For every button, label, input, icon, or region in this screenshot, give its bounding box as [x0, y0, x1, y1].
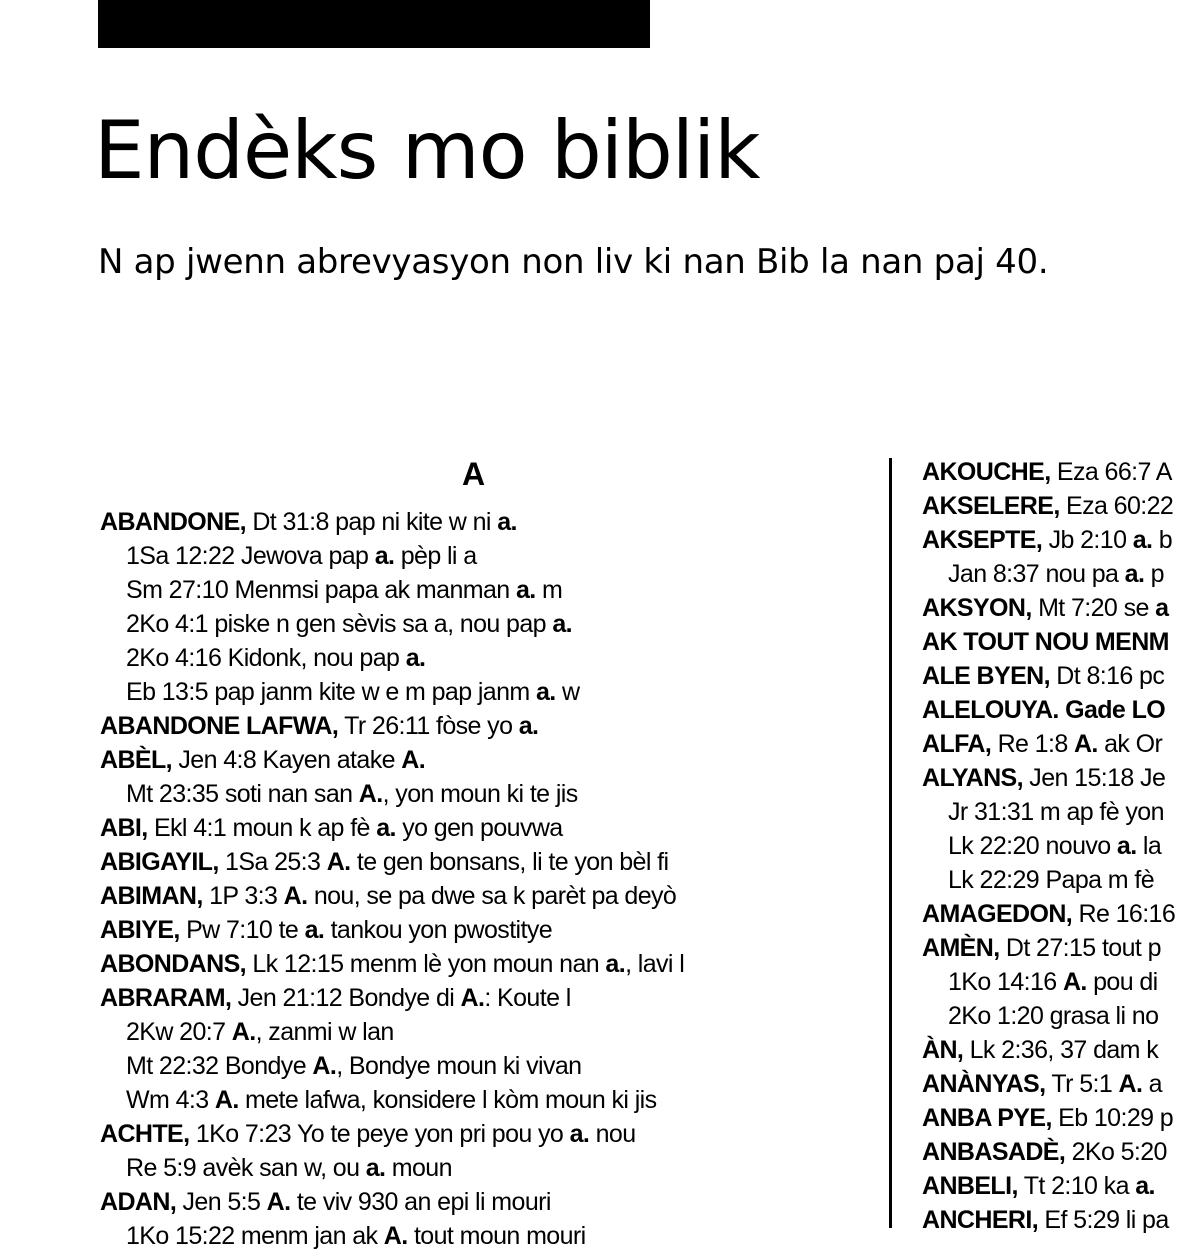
- entry-text: 1P 3:3: [202, 882, 284, 910]
- entry-text: w: [555, 678, 580, 706]
- entry-keyword: a.: [605, 950, 626, 978]
- entry-keyword: ABANDONE LAFWA,: [100, 712, 339, 740]
- entry-keyword: ANBELI,: [922, 1172, 1018, 1200]
- entry-text: tankou yon pwostitye: [324, 916, 553, 944]
- entry-text: b: [1152, 526, 1173, 554]
- entry-text: mete lafwa, konsidere l kòm moun ki jis: [238, 1086, 657, 1114]
- entry-keyword: ALE BYEN,: [922, 662, 1050, 690]
- index-entry: [922, 1135, 1200, 1169]
- entry-text: , zanmi w lan: [255, 1018, 394, 1046]
- entry-text: , Bondye moun ki vivan: [336, 1052, 582, 1080]
- entry-text: m: [535, 576, 563, 604]
- entry-text: 2Ko 5:20: [1065, 1138, 1167, 1166]
- index-entry: [922, 659, 1200, 693]
- entry-text: Jb 2:10: [1042, 526, 1133, 554]
- entry-keyword: ABONDANS,: [100, 950, 246, 978]
- entry-text: Jen 21:12 Bondye di: [231, 984, 461, 1012]
- entry-text: Tr 26:11 fòse yo: [338, 712, 519, 740]
- entry-text: Eb 10:29 p: [1051, 1104, 1174, 1132]
- section-letter-heading: A: [462, 456, 486, 492]
- entry-text: Jen 4:8 Kayen atake: [172, 746, 402, 774]
- index-subentry: [922, 965, 1200, 999]
- entry-keyword: ANBASADÈ,: [922, 1138, 1066, 1166]
- entry-keyword: a.: [515, 576, 536, 604]
- entry-text: Sm 27:10 Menmsi papa ak manman: [126, 576, 516, 604]
- entry-text: ak Or: [1097, 730, 1163, 758]
- entry-text: Jen 5:5: [176, 1188, 267, 1216]
- page-subtitle: N ap jwenn abrevyasyon non liv ki nan Bib la nan paj 40.: [98, 242, 1049, 282]
- index-entry: [922, 761, 1200, 795]
- entry-text: Dt 8:16 pc: [1049, 662, 1165, 690]
- entry-text: pou di: [1086, 968, 1158, 996]
- index-entry: [922, 931, 1200, 965]
- entry-keyword: A.: [283, 882, 308, 910]
- index-subentry: [100, 1015, 880, 1049]
- entry-keyword: ÀN,: [922, 1036, 964, 1064]
- index-subentry: [100, 607, 880, 641]
- index-subentry: [100, 1083, 880, 1117]
- entry-text: Dt 27:15 tout p: [999, 934, 1161, 962]
- index-entry: [922, 455, 1200, 489]
- entry-keyword: ABIYE,: [100, 916, 180, 944]
- entry-text: Re 1:8: [991, 730, 1074, 758]
- entry-keyword: ALELOUYA. Gade LO: [922, 696, 1166, 724]
- entry-text: 2Kw 20:7: [126, 1018, 232, 1046]
- entry-keyword: ABANDONE,: [100, 508, 246, 536]
- entry-text: Jr 31:31 m ap fè yon: [948, 798, 1164, 826]
- entry-keyword: A.: [1062, 968, 1087, 996]
- entry-keyword: ABIMAN,: [100, 882, 203, 910]
- index-entry: [922, 1033, 1200, 1067]
- index-entry: [100, 709, 880, 743]
- entry-keyword: ALYANS,: [922, 764, 1023, 792]
- index-entry: [100, 947, 880, 981]
- index-entry: [922, 1101, 1200, 1135]
- index-entry: [922, 727, 1200, 761]
- entry-text: , yon moun ki te jis: [382, 780, 578, 808]
- entry-keyword: a.: [304, 916, 325, 944]
- entry-text: p: [1144, 560, 1164, 588]
- entry-text: 2Ko 4:16 Kidonk, nou pap: [126, 644, 406, 672]
- entry-text: Tr 5:1: [1045, 1070, 1119, 1098]
- entry-text: Tt 2:10 ka: [1017, 1172, 1136, 1200]
- entry-text: moun: [385, 1154, 452, 1182]
- entry-text: Wm 4:3: [126, 1086, 215, 1114]
- entry-text: 2Ko 4:1 piske n gen sèvis sa a, nou pap: [126, 610, 553, 638]
- entry-keyword: ANCHERI,: [922, 1206, 1039, 1234]
- index-entry: [100, 1185, 880, 1219]
- entry-keyword: A.: [401, 746, 426, 774]
- entry-text: Jen 15:18 Je: [1022, 764, 1166, 792]
- entry-text: tout moun mouri: [407, 1222, 586, 1250]
- entry-keyword: AMÈN,: [922, 934, 1000, 962]
- entry-keyword: a.: [552, 610, 572, 638]
- entry-keyword: A.: [326, 848, 351, 876]
- entry-text: 2Ko 1:20 grasa li no: [948, 1002, 1159, 1030]
- entry-text: 1Sa 12:22 Jewova pap: [126, 542, 375, 570]
- entry-keyword: a.: [1135, 1172, 1155, 1200]
- entry-keyword: A.: [312, 1052, 337, 1080]
- entry-text: yo gen pouvwa: [395, 814, 563, 842]
- index-subentry: [922, 795, 1200, 829]
- index-subentry: [100, 675, 880, 709]
- entry-keyword: ABÈL,: [100, 746, 173, 774]
- index-column-right: [922, 455, 1200, 1234]
- index-subentry: [922, 829, 1200, 863]
- entry-text: Jan 8:37 nou pa: [948, 560, 1125, 588]
- entry-keyword: A.: [460, 984, 485, 1012]
- entry-text: : Koute l: [484, 984, 571, 1012]
- index-subentry: [922, 999, 1200, 1033]
- entry-text: Eza 60:22: [1059, 492, 1174, 520]
- entry-keyword: AKSEPTE,: [922, 526, 1043, 554]
- index-subentry: [100, 1151, 880, 1185]
- index-subentry: [100, 1049, 880, 1083]
- entry-text: 1Ko 7:23 Yo te peye yon pri pou yo: [189, 1120, 570, 1148]
- entry-text: Lk 22:20 nouvo: [948, 832, 1117, 860]
- entry-keyword: A.: [1073, 730, 1098, 758]
- index-entry: [100, 913, 880, 947]
- entry-text: Ef 5:29 li pa: [1038, 1206, 1169, 1234]
- entry-keyword: AMAGEDON,: [922, 900, 1073, 928]
- entry-keyword: a.: [518, 712, 539, 740]
- index-subentry: [922, 557, 1200, 591]
- index-entry: [100, 879, 880, 913]
- index-entry: [922, 1203, 1200, 1237]
- entry-text: Eb 13:5 pap janm kite w e m pap janm: [126, 678, 536, 706]
- entry-text: la: [1136, 832, 1162, 860]
- index-entry: [922, 591, 1200, 625]
- entry-keyword: ANBA PYE,: [922, 1104, 1052, 1132]
- entry-keyword: ABIGAYIL,: [100, 848, 219, 876]
- entry-text: nou, se pa dwe sa k parèt pa deyò: [307, 882, 677, 910]
- entry-text: pèp li a: [394, 542, 477, 570]
- entry-text: Pw 7:10 te: [179, 916, 305, 944]
- entry-keyword: ABI,: [100, 814, 148, 842]
- entry-keyword: ACHTE,: [100, 1120, 190, 1148]
- entry-keyword: AK TOUT NOU MENM: [922, 628, 1169, 656]
- entry-keyword: ANÀNYAS,: [922, 1070, 1046, 1098]
- entry-keyword: a.: [497, 508, 517, 536]
- entry-text: a: [1142, 1070, 1162, 1098]
- entry-keyword: a.: [405, 644, 426, 672]
- entry-keyword: ADAN,: [100, 1188, 177, 1216]
- entry-keyword: a.: [535, 678, 556, 706]
- entry-keyword: ALFA,: [922, 730, 992, 758]
- entry-keyword: AKOUCHE,: [922, 458, 1051, 486]
- entry-keyword: a.: [1132, 526, 1153, 554]
- entry-keyword: A.: [231, 1018, 256, 1046]
- entry-keyword: a.: [569, 1120, 590, 1148]
- entry-text: Mt 7:20 se: [1031, 594, 1156, 622]
- entry-keyword: a.: [1116, 832, 1137, 860]
- entry-keyword: A.: [383, 1222, 408, 1250]
- index-entry: [100, 1117, 880, 1151]
- entry-text: Lk 2:36, 37 dam k: [963, 1036, 1159, 1064]
- entry-keyword: AKSYON,: [922, 594, 1032, 622]
- index-entry: [100, 743, 880, 777]
- entry-text: te viv 930 an epi li mouri: [290, 1188, 551, 1216]
- entry-text: Ekl 4:1 moun k ap fè: [147, 814, 377, 842]
- entry-text: te gen bonsans, li te yon bèl fi: [350, 848, 669, 876]
- index-entry: [100, 981, 880, 1015]
- entry-keyword: a: [1155, 594, 1169, 622]
- entry-text: Re 16:16: [1072, 900, 1176, 928]
- entry-text: Eza 66:7 A: [1050, 458, 1172, 486]
- index-entry: [100, 811, 880, 845]
- entry-text: , lavi l: [625, 950, 685, 978]
- entry-keyword: A.: [214, 1086, 239, 1114]
- entry-keyword: a.: [374, 542, 395, 570]
- entry-text: Dt 31:8 pap ni kite w ni: [246, 508, 498, 536]
- index-subentry: [100, 539, 880, 573]
- index-subentry: [100, 777, 880, 811]
- entry-text: nou: [589, 1120, 636, 1148]
- entry-text: Mt 22:32 Bondye: [126, 1052, 313, 1080]
- entry-keyword: a.: [365, 1154, 386, 1182]
- index-column-left: [100, 505, 880, 1250]
- index-subentry: [100, 573, 880, 607]
- entry-text: 1Ko 15:22 menm jan ak: [126, 1222, 384, 1250]
- entry-keyword: a.: [1124, 560, 1145, 588]
- entry-keyword: A.: [358, 780, 383, 808]
- entry-text: Lk 22:29 Papa m fè: [948, 866, 1155, 894]
- entry-keyword: a.: [376, 814, 396, 842]
- index-entry: [922, 897, 1200, 931]
- entry-text: Re 5:9 avèk san w, ou: [126, 1154, 366, 1182]
- index-entry: [922, 1169, 1200, 1203]
- header-black-bar: [98, 0, 650, 48]
- index-subentry: [100, 1219, 880, 1253]
- index-entry: [922, 1067, 1200, 1101]
- page-title: Endèks mo biblik: [94, 104, 760, 197]
- column-divider: [889, 458, 892, 1228]
- index-entry: [922, 625, 1200, 659]
- entry-keyword: AKSELERE,: [922, 492, 1060, 520]
- entry-text: 1Sa 25:3: [218, 848, 327, 876]
- index-subentry: [922, 863, 1200, 897]
- index-entry: [922, 523, 1200, 557]
- entry-keyword: A.: [1118, 1070, 1143, 1098]
- entry-text: Mt 23:35 soti nan san: [126, 780, 359, 808]
- entry-text: 1Ko 14:16: [948, 968, 1063, 996]
- index-entry: [922, 489, 1200, 523]
- index-subentry: [100, 641, 880, 675]
- index-entry: [100, 845, 880, 879]
- entry-keyword: A.: [266, 1188, 291, 1216]
- entry-keyword: ABRARAM,: [100, 984, 232, 1012]
- entry-text: Lk 12:15 menm lè yon moun nan: [246, 950, 606, 978]
- index-entry: [922, 693, 1200, 727]
- index-entry: [100, 505, 880, 539]
